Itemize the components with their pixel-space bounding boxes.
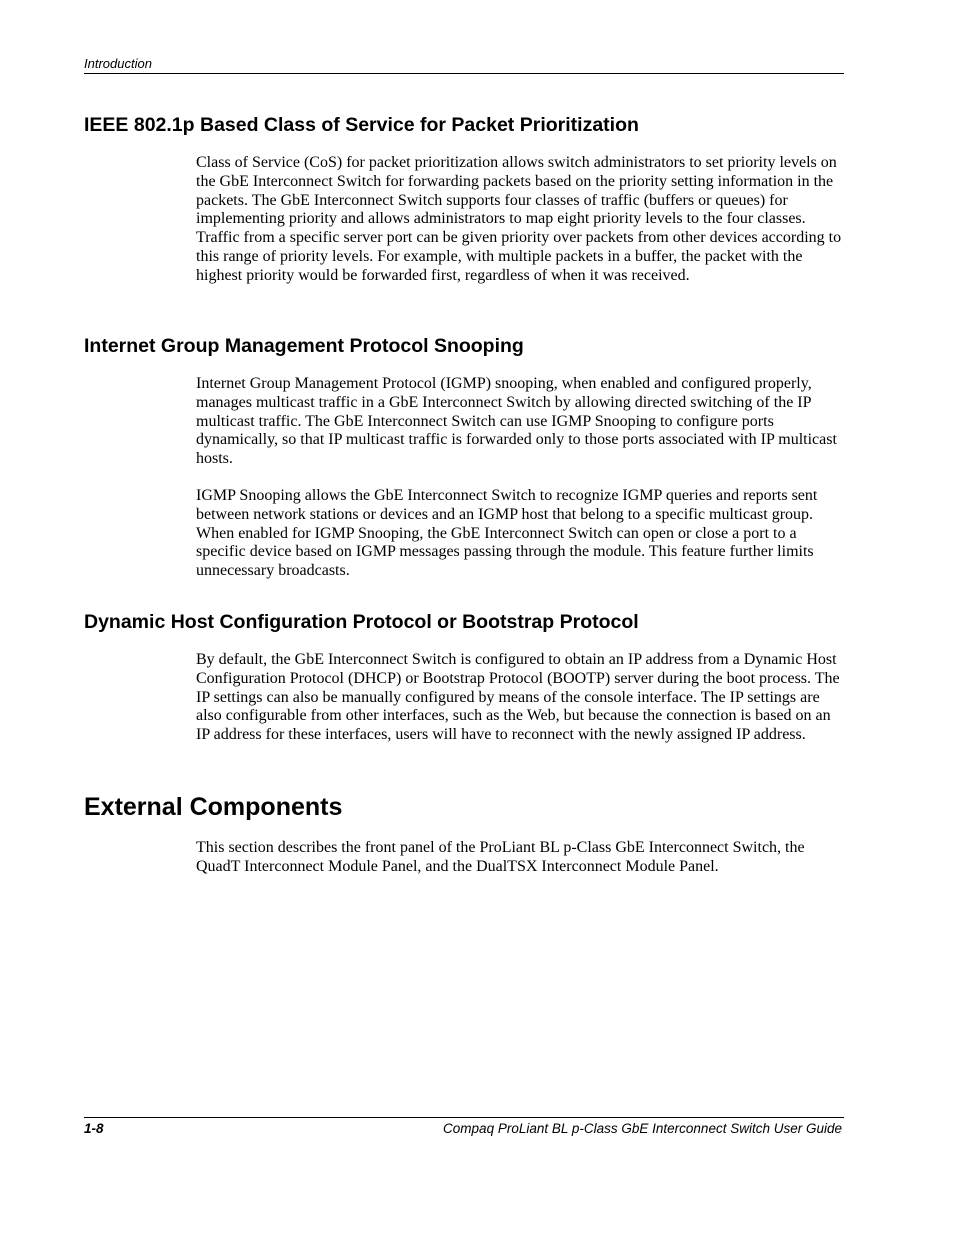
running-header: Introduction (84, 56, 152, 71)
paragraph-dhcp: By default, the GbE Interconnect Switch is configured to obtain an IP address from a Dynamic Host Configuration Protocol (DHCP) or Bootstrap Protocol (BOOTP) server during the boot process. The IP settings can also be manually configured by means of the console interface. The IP settings are also configurable from other interfaces, such as the Web, but because the connection is based on an IP address for these interfaces, users will have to reconnect with the newly assigned IP address. (196, 651, 840, 744)
paragraph-external: This section describes the front panel of the ProLiant BL p-Class GbE Interconnect Switch, the QuadT Interconnect Module Panel, and the DualTSX Interconnect Module Panel. (196, 839, 805, 875)
chapter-heading-external-components: External Components (84, 793, 343, 821)
paragraph-igmp-1: Internet Group Management Protocol (IGMP) snooping, when enabled and configured properly, manages multicast traffic in a GbE Interconnect Switch by allowing directed switching of the IP multicast traffic. The GbE Interconnect Switch can use IGMP Snooping to configure ports dynamically, so that IP multicast traffic is forwarded only to those ports associated with IP multicast hosts. (196, 375, 837, 468)
section-dhcp (84, 610, 844, 745)
section-igmp (84, 334, 844, 581)
footer-book-title: Compaq ProLiant BL p-Class GbE Interconnect Switch User Guide (443, 1121, 842, 1136)
section-external (84, 792, 844, 877)
section-heading-dhcp: Dynamic Host Configuration Protocol or Bootstrap Protocol (84, 611, 639, 633)
section-heading-cos: IEEE 802.1p Based Class of Service for Packet Prioritization (84, 114, 639, 136)
header-rule (84, 73, 844, 74)
page-number: 1-8 (84, 1121, 104, 1136)
paragraph-igmp-2: IGMP Snooping allows the GbE Interconnect Switch to recognize IGMP queries and reports sent between network stations or devices and an IGMP host that belong to a specific multicast group. When enabled for IGMP Snooping, the GbE Interconnect Switch can open or close a port to a specific device based on IGMP messages passing through the module. This feature further limits unnecessary broadcasts. (196, 486, 818, 580)
section-cos (84, 113, 844, 286)
section-heading-igmp: Internet Group Management Protocol Snooping (84, 335, 524, 357)
footer-rule (84, 1117, 844, 1118)
paragraph-cos: Class of Service (CoS) for packet prioritization allows switch administrators to set priority levels on the GbE Interconnect Switch for forwarding packets based on the priority setting information in the packets. The GbE Interconnect Switch supports four classes of traffic (buffers or queues) for implementing priority and allows administrators to map eight priority levels to the four classes. Traffic from a specific server port can be given priority over packets from other devices according to this range of priority levels. For example, with multiple packets in a buffer, the packet with the highest priority would be forwarded first, regardless of when it was received. (196, 154, 842, 284)
